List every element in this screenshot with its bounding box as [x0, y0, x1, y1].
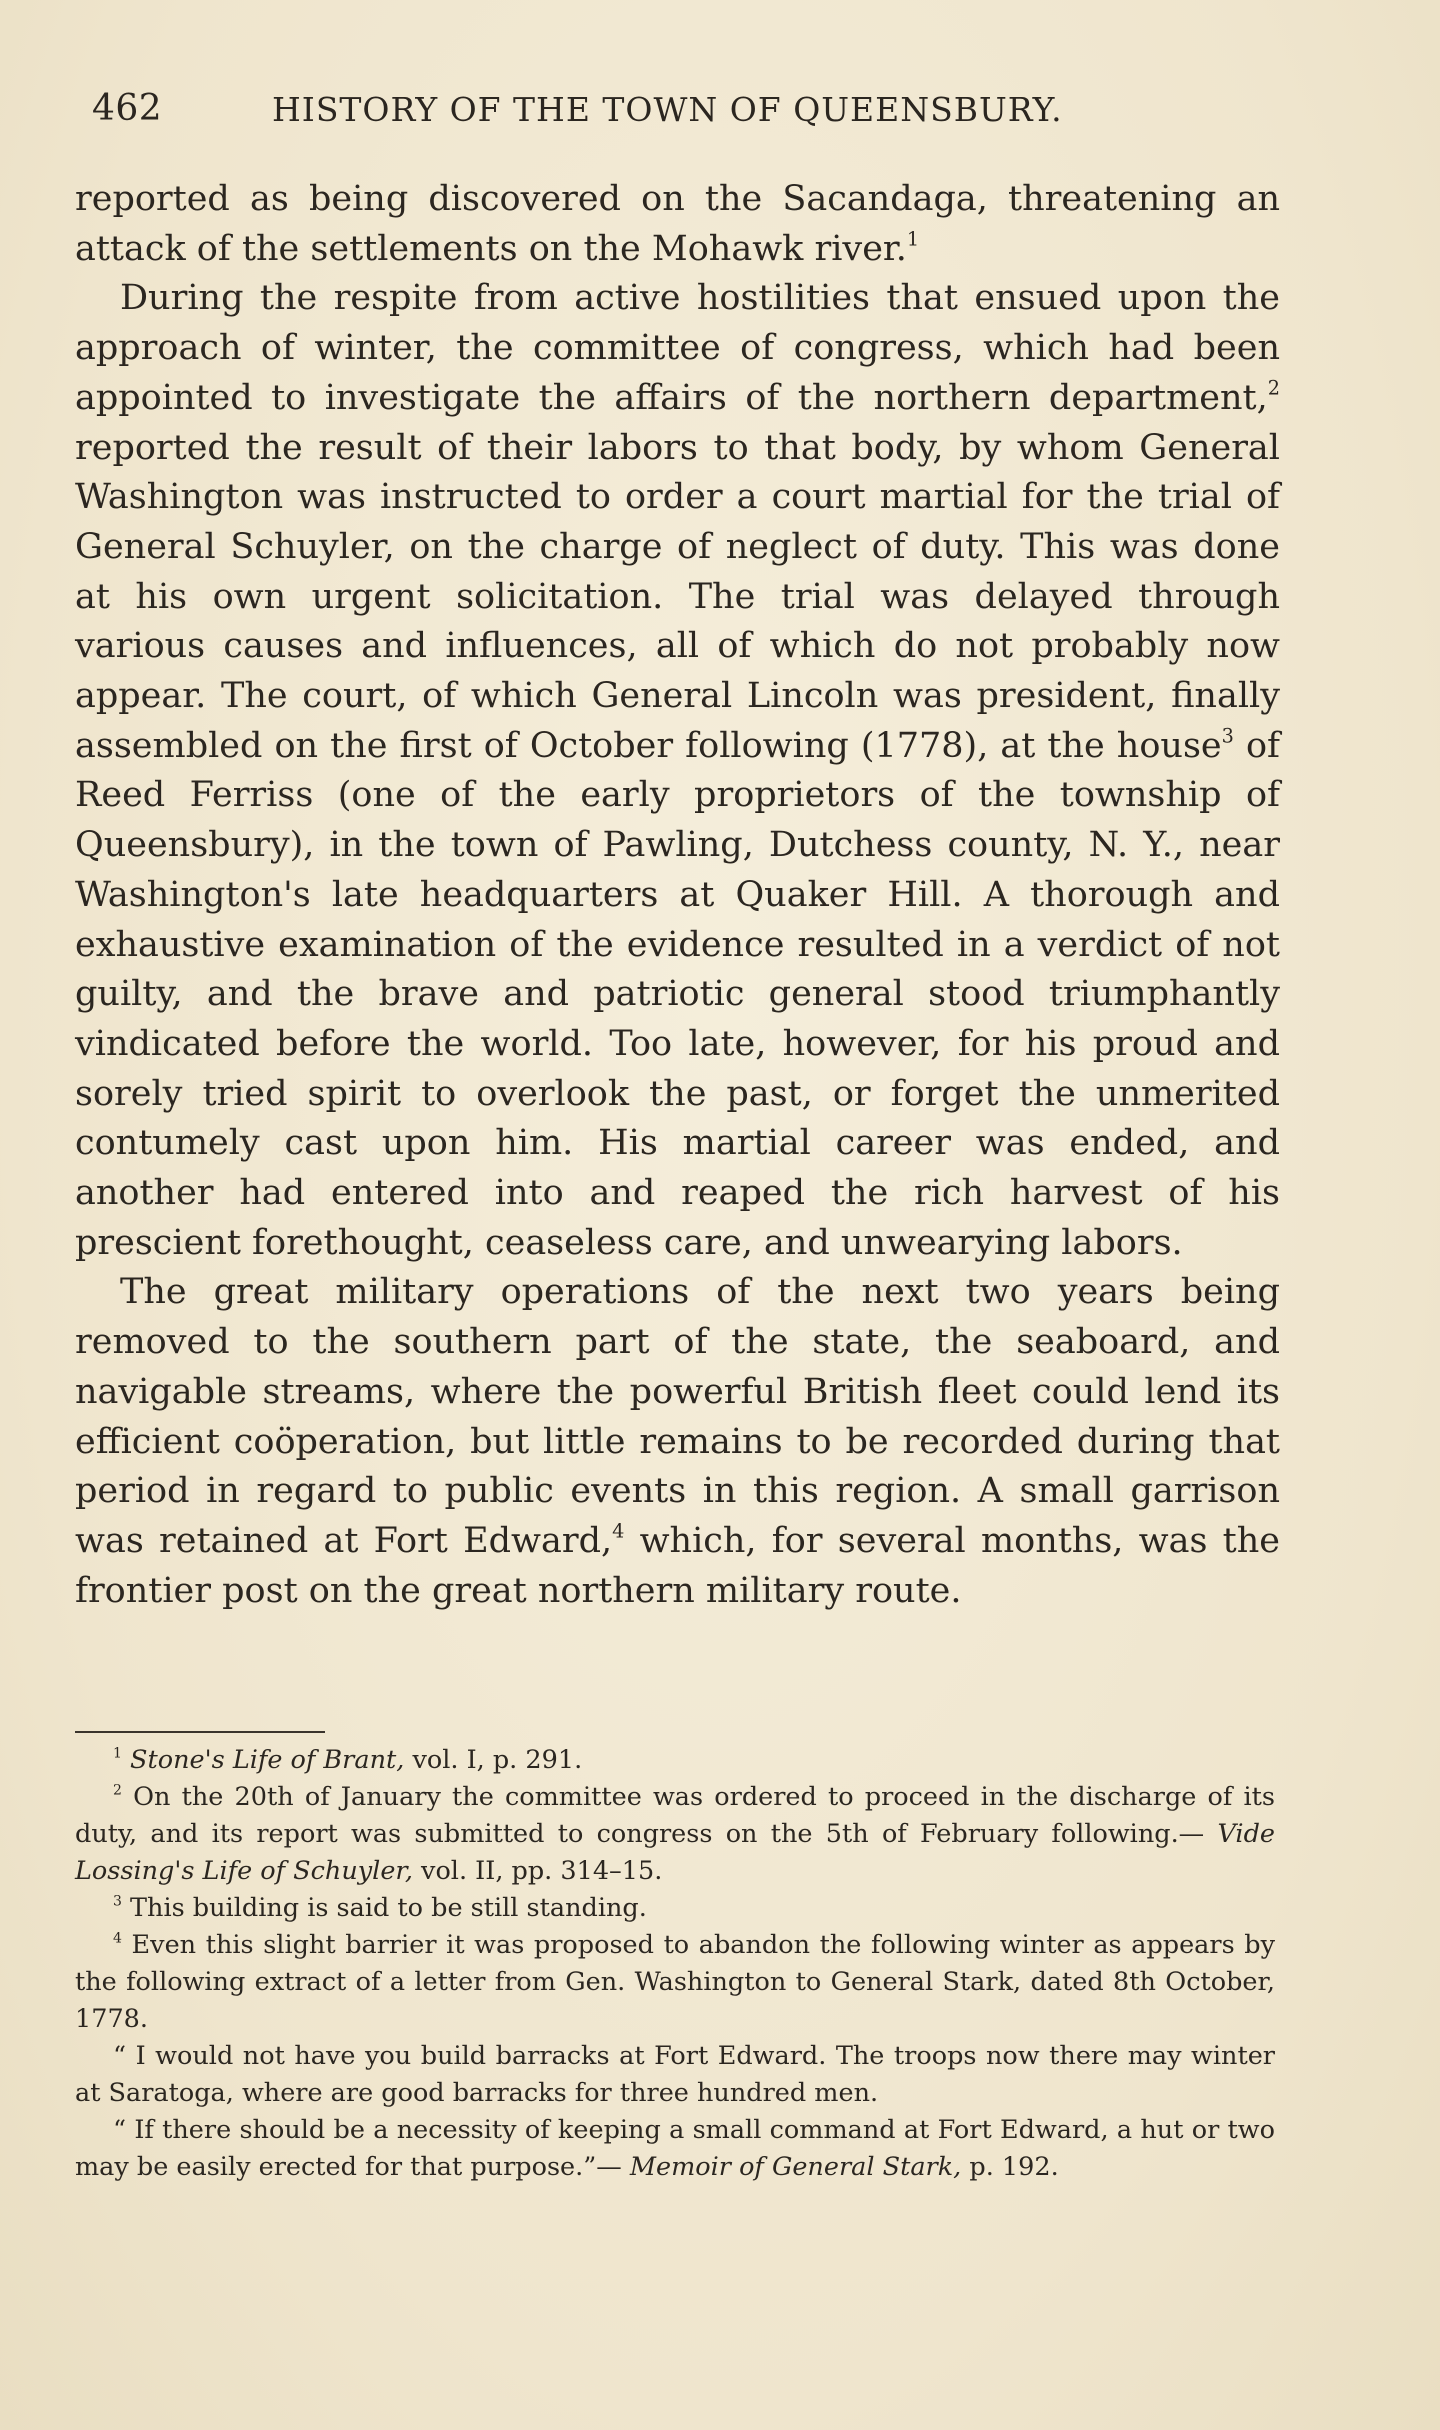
footnote-4-quote-2-text: “ If there should be a necessity of keeping a small command at Fort Edward, a hut or two may be easily erected for that purpose.”—	[75, 2115, 1275, 2182]
footnote-4-text: Even this slight barrier it was proposed to abandon the following winter as appears by the following extract of a letter from Gen. Washington to General Stark, dated 8th October, 1778.	[75, 1930, 1276, 2034]
footnote-ref-4: 4	[612, 1519, 625, 1543]
footnotes	[75, 1742, 1275, 2186]
paragraph-2-text-c: of Reed Ferriss (one of the early proprietors of the township of Queensbury), in the town of Pawling, Dutchess county, N. Y., near Washington's late headquarters at Quaker Hill. A thorough and exhaustive examination of the evidence resulted in a verdict of not guilty, and the brave and patriotic general stood triumphantly vindicated before the world. Too late, however, for his proud and sorely tried spirit to overlook the past, or forget the unmerited contumely cast upon him. His martial career was ended, and another had entered into and reaped the rich harvest of his prescient forethought, ceaseless care, and unwearying labors.	[75, 725, 1280, 1263]
footnote-4-quote-1-text: “ I would not have you build barracks at Fort Edward. The troops now there may winter at Saratoga, where are good barracks for three hundred men.	[75, 2041, 1275, 2108]
footnote-divider	[75, 1731, 325, 1733]
footnote-4-mark: 4	[113, 1930, 122, 1947]
page-number: 462	[92, 88, 163, 129]
paragraph-2-text-a: During the respite from active hostilities that ensued upon the approach of winter, the committee of congress, which had been appointed to investigate the affairs of the northern department,	[75, 278, 1280, 418]
footnote-2-mark: 2	[113, 1782, 122, 1799]
page-header	[92, 88, 1332, 138]
paragraph-3	[75, 1268, 1280, 1616]
footnote-3	[75, 1890, 1275, 1927]
paragraph-1	[75, 175, 1280, 274]
paragraph-1-text: reported as being discovered on the Sacandaga, threatening an attack of the settlements on the Mohawk river.	[75, 179, 1280, 269]
footnote-ref-3: 3	[1221, 724, 1234, 748]
paragraph-2	[75, 274, 1280, 1268]
footnote-2	[75, 1779, 1275, 1890]
footnote-2-title: Vide Lossing's Life of Schuyler,	[75, 1819, 1275, 1886]
paragraph-2-text-b: reported the result of their labors to that body, by whom General Washington was instructed to order a court martial for the trial of General Schuyler, on the charge of neglect of duty. This was done at his own urgent solicitation. The trial was delayed through various causes and influences, all of which do not probably now appear. The court, of which General Lincoln was president, finally assembled on the first of October following (1778), at the house	[75, 427, 1280, 766]
footnote-2-text: On the 20th of January the committee was ordered to proceed in the discharge of its duty, and its report was submitted to congress on the 5th of February following.—	[75, 1782, 1275, 1849]
paragraph-3-text-a: The great military operations of the next two years being removed to the southern part of the state, the seaboard, and navigable streams, where the powerful British fleet could lend its efficient coöperation, but little remains to be recorded during that period in regard to public events in this region. A small garrison was retained at Fort Edward,	[75, 1272, 1280, 1561]
footnote-4-quote-2	[75, 2112, 1275, 2186]
footnote-1-rest: vol. I, p. 291.	[404, 1745, 583, 1775]
footnote-ref-1: 1	[906, 227, 920, 251]
footnote-1	[75, 1742, 1275, 1779]
footnote-4	[75, 1927, 1275, 2038]
footnote-2-rest: vol. II, pp. 314–15.	[412, 1856, 663, 1886]
paragraph-3-text-b: which, for several months, was the frontier post on the great northern military route.	[75, 1520, 1280, 1611]
footnote-ref-2: 2	[1267, 376, 1280, 400]
footnote-4-source: Memoir of General Stark,	[629, 2152, 962, 2182]
footnote-1-mark: 1	[113, 1745, 122, 1762]
footnote-4-quote-1	[75, 2038, 1275, 2112]
footnote-3-text: This building is said to be still standing.	[130, 1893, 647, 1923]
running-head: HISTORY OF THE TOWN OF QUEENSBURY.	[272, 90, 1063, 129]
footnote-3-mark: 3	[113, 1893, 122, 1910]
footnote-4-page: p. 192.	[961, 2152, 1059, 2182]
footnote-1-title: Stone's Life of Brant,	[130, 1745, 405, 1775]
main-text	[75, 175, 1280, 1616]
